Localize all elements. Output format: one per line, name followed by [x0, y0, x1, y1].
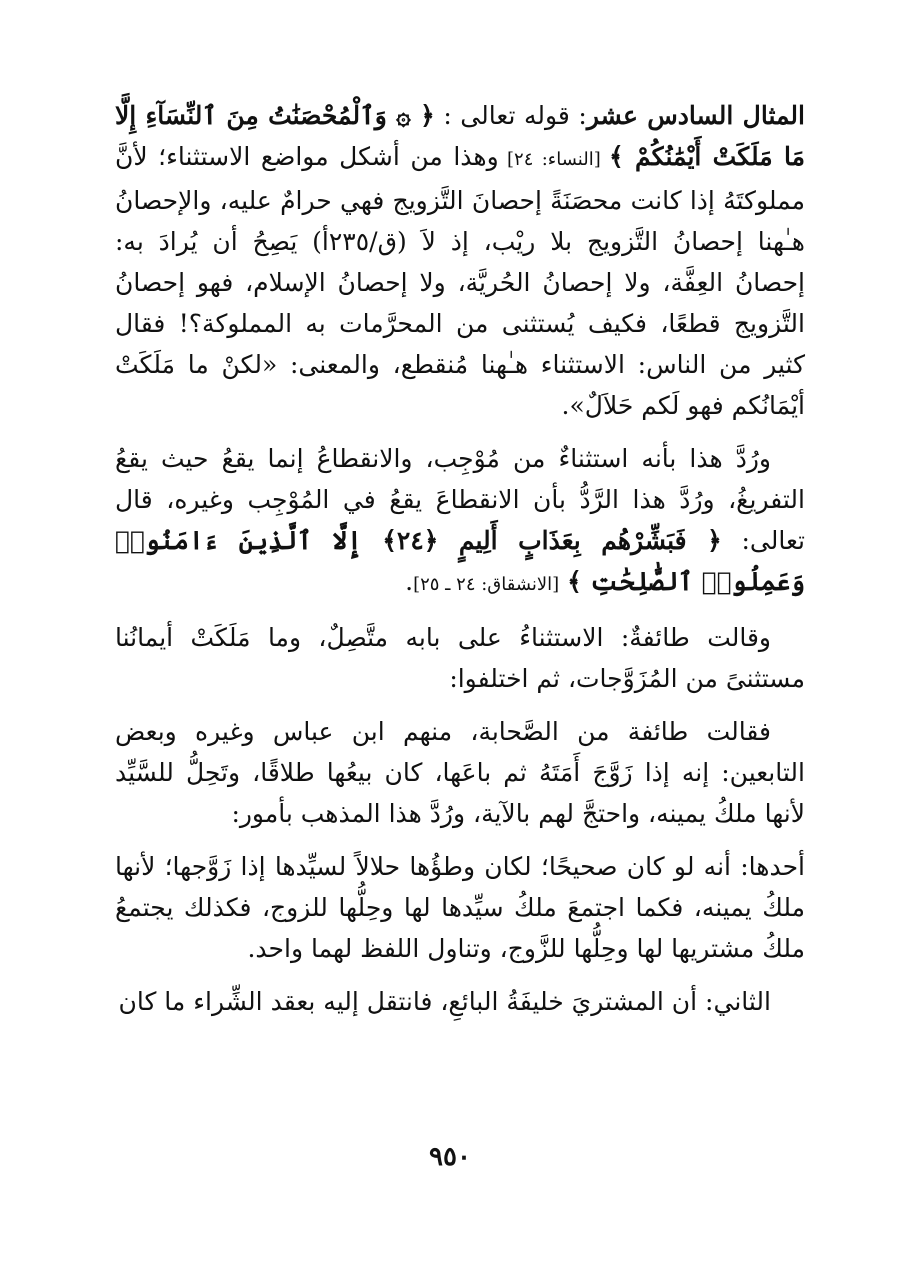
- paragraph-1: [115, 95, 805, 426]
- paragraph-1-lead: : قوله تعالى :: [434, 101, 587, 130]
- paragraph-2-tail: .: [405, 567, 414, 596]
- quran-verse-an-nisa: ﴿ ۞ وَٱلْمُحْصَنَٰتُ مِنَ ٱلنِّسَآءِ إِلَّا مَا مَلَكَتْ أَيْمَٰنُكُمْ ﴾: [115, 101, 806, 171]
- page-number: ٩٥٠: [429, 1142, 471, 1172]
- verse-reference-an-nisa: [النساء: ٢٤]: [498, 149, 610, 170]
- verse-reference-al-inshiqaq: [الانشقاق: ٢٤ ـ ٢٥]: [413, 574, 560, 595]
- paragraph-5: أحدها: أنه لو كان صحيحًا؛ لكان وطؤُها حلالاً لسيِّدها إذا زَوَّجها؛ لأنها ملكُ يمينه، فكما اجتمعَ ملكُ سيِّدها لها وحِلُّها للزوج، فكذلك يجتمعُ ملكُ مشتريها لها وحِلُّها للزَّوج، وتناول اللفظ لهما واحد.: [115, 852, 805, 963]
- page-body: [115, 95, 805, 1034]
- paragraph-3: وقالت طائفةٌ: الاستثناءُ على بابه متَّصِلٌ، وما مَلَكَتْ أيمانُنا مستثنىً من المُزَوَّجات، ثم اختلفوا:: [115, 623, 805, 693]
- section-heading: المثال السادس عشر: [586, 101, 805, 130]
- quran-verse-al-inshiqaq: ﴿ فَبَشِّرْهُم بِعَذَابٍ أَلِيمٍ ﴿٢٤﴾ إِلَّا ٱلَّذِينَ ءَامَنُوا۟ وَعَمِلُوا۟ ٱلصَّٰلِحَٰتِ ﴾: [115, 526, 805, 596]
- paragraph-4: فقالت طائفة من الصَّحابة، منهم ابن عباس وغيره وبعض التابعين: إنه إذا زَوَّجَ أَمَتَهُ ثم باعَها، كان بيعُها طلاقًا، وتَحِلُّ للسَّيِّد لأنها ملكُ يمينه، واحتجَّ لهم بالآية، ورُدَّ هذا المذهب بأمور:: [115, 717, 805, 828]
- paragraph-2-body: ورُدَّ هذا بأنه استثناءٌ من مُوْجِب، والانقطاعُ إنما يقعُ حيث يقعُ التفريغُ، ورُدَّ هذا الرَّدُّ بأن الانقطاعَ يقعُ في المُوْجِب وغيره، قال تعالى:: [115, 444, 806, 555]
- paragraph-1-body: وهذا من أشكل مواضع الاستثناء؛ لأنَّ مملوكتَهُ إذا كانت محصَنَةً إحصانَ التَّزويج فهي حرامٌ عليه، والإحصانُ هـٰهنا إحصانُ التَّزويج بلا ريْب، إذ لاَ (ق/٢٣٥أ) يَصِحُ أن يُرادَ به: إحصانُ العِفَّة، ولا إحصانُ الحُريَّة، ولا إحصانُ الإسلام، فهو إحصانُ التَّزويج قطعًا، فكيف يُستثنى من المحرَّمات به المملوكة؟! فقال كثير من الناس: الاستثناء هـٰهنا مُنقطع، والمعنى: «لكنْ ما مَلَكَتْ أيْمَانُكم فهو لَكم حَلاَلٌ».: [115, 142, 805, 420]
- paragraph-2: [115, 438, 805, 605]
- paragraph-6: الثاني: أن المشتريَ خليفَةُ البائعِ، فانتقل إليه بعقد الشِّراء ما كان: [118, 987, 771, 1016]
